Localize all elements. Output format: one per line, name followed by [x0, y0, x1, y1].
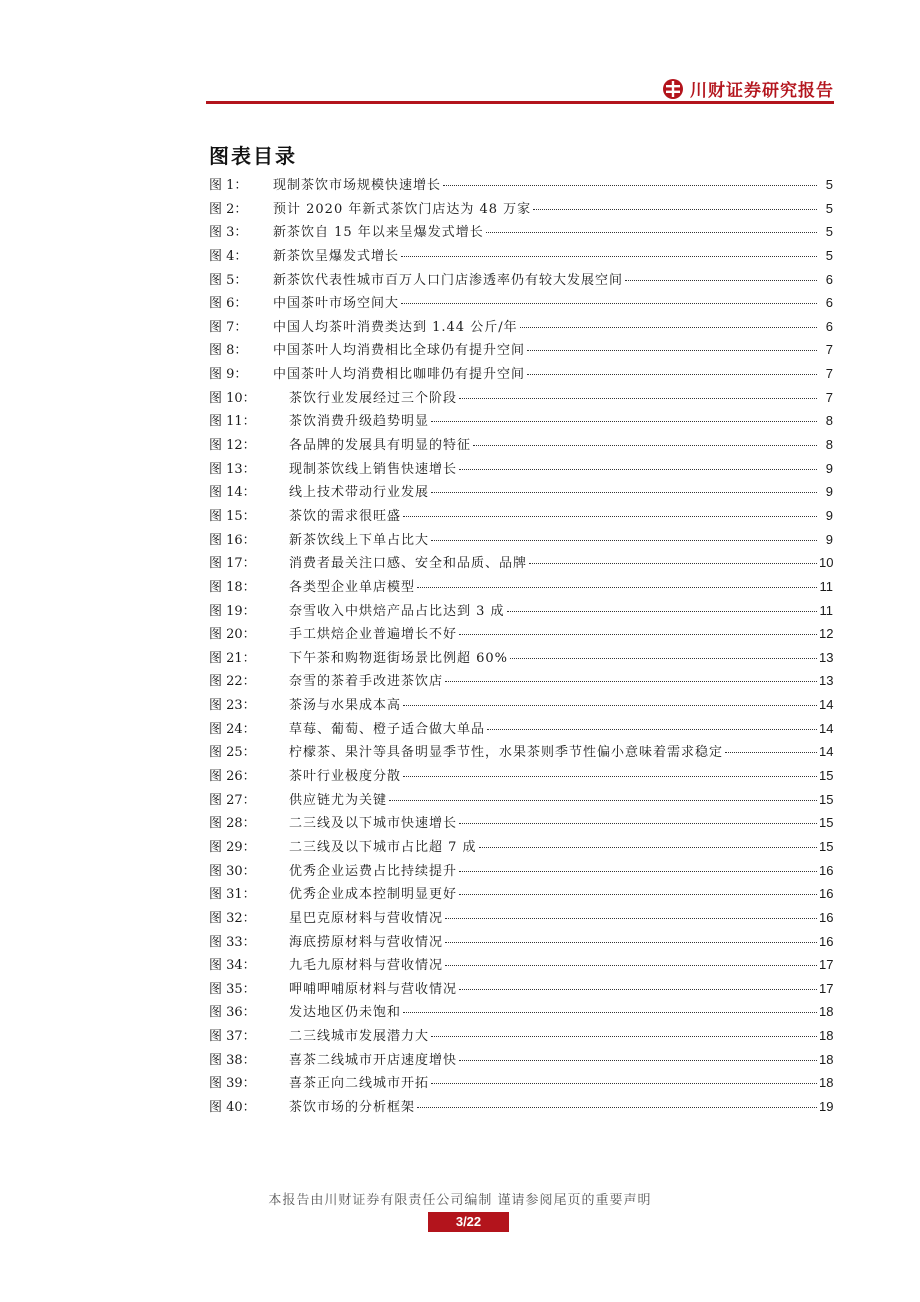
toc-page-number: 8 [825, 437, 833, 453]
toc-item[interactable] [209, 433, 833, 457]
toc-figure-title: 新茶饮线上下单占比大 [289, 532, 430, 548]
toc-title: 图表目录 [209, 144, 297, 168]
toc-figure-label: 图 15： [209, 508, 256, 524]
toc-figure-title: 中国茶叶人均消费相比咖啡仍有提升空间 [273, 367, 526, 383]
toc-figure-label: 图 1： [209, 178, 248, 193]
toc-figure-title: 新茶饮代表性城市百万人口门店渗透率仍有较大发展空间 [273, 272, 624, 288]
toc-figure-title: 二三线及以下城市快速增长 [289, 816, 458, 832]
footer-disclaimer: 本报告由川财证券有限责任公司编制 谨请参阅尾页的重要声明 [268, 1193, 652, 1208]
toc-figure-title: 奈雪的茶着手改进茶饮店 [289, 674, 444, 690]
toc-item[interactable] [209, 646, 833, 670]
toc-leader-dots [459, 988, 817, 990]
toc-figure-title: 奈雪收入中烘焙产品占比达到 3 成 [289, 603, 505, 619]
toc-leader-dots [486, 231, 817, 233]
toc-figure-label: 图 33： [209, 934, 256, 950]
toc-leader-dots [459, 870, 817, 872]
toc-figure-title: 预计 2020 年新式茶饮门店达为 48 万家 [273, 201, 532, 217]
toc-leader-dots [403, 704, 817, 706]
toc-figure-title: 新茶饮呈爆发式增长 [273, 248, 400, 264]
toc-leader-dots [459, 633, 817, 635]
toc-item[interactable] [209, 669, 833, 693]
toc-page-number: 18 [819, 1028, 834, 1044]
toc-page-number: 18 [819, 1075, 834, 1091]
toc-page-number: 6 [825, 318, 833, 334]
toc-item[interactable] [209, 835, 833, 859]
toc-leader-dots [510, 657, 817, 659]
toc-page-number: 9 [825, 484, 833, 500]
toc-item[interactable] [209, 882, 833, 906]
toc-page-number: 9 [825, 460, 833, 476]
toc-item[interactable] [209, 693, 833, 717]
toc-figure-label: 图 21： [209, 650, 256, 666]
toc-figure-label: 图 36： [209, 1005, 256, 1021]
toc-item[interactable] [209, 1048, 833, 1072]
toc-leader-dots [445, 917, 817, 919]
toc-item[interactable] [209, 622, 833, 646]
toc-figure-label: 图 23： [209, 698, 256, 714]
toc-page-number: 16 [819, 933, 834, 949]
toc-item[interactable] [209, 764, 833, 788]
toc-item[interactable] [209, 528, 833, 552]
toc-leader-dots [459, 822, 817, 824]
toc-figure-title: 现制茶饮市场规模快速增长 [273, 178, 442, 193]
toc-leader-dots [529, 562, 817, 564]
toc-figure-label: 图 34： [209, 958, 256, 974]
toc-figure-title: 优秀企业成本控制明显更好 [289, 887, 458, 903]
toc-figure-label: 图 6： [209, 296, 248, 312]
toc-leader-dots [527, 373, 817, 375]
toc-leader-dots [431, 420, 817, 422]
toc-figure-label: 图 25： [209, 745, 256, 761]
toc-item[interactable] [209, 575, 833, 599]
toc-page-number: 15 [819, 815, 834, 831]
toc-leader-dots [459, 893, 817, 895]
toc-figure-label: 图 16： [209, 532, 256, 548]
toc-figure-title: 中国人均茶叶消费类达到 1.44 公斤/年 [273, 319, 518, 335]
toc-leader-dots [403, 1011, 817, 1013]
toc-figure-title: 供应链尤为关键 [289, 792, 388, 808]
toc-item[interactable] [209, 480, 833, 504]
toc-figure-title: 下午茶和购物逛街场景比例超 60% [289, 650, 509, 666]
toc-page-number: 14 [819, 744, 834, 760]
toc-page-number: 17 [819, 980, 834, 996]
toc-figure-label: 图 28： [209, 816, 256, 832]
toc-page-number: 7 [825, 366, 833, 382]
toc-figure-title: 呷哺呷哺原材料与营收情况 [289, 981, 458, 997]
toc-leader-dots [403, 775, 817, 777]
page-number: 3/22 [428, 1212, 509, 1232]
toc-item[interactable] [209, 386, 833, 410]
toc-page-number: 9 [825, 531, 833, 547]
toc-figure-title: 二三线城市发展潜力大 [289, 1029, 430, 1045]
toc-figure-label: 图 22： [209, 674, 256, 690]
toc-leader-dots [401, 302, 817, 304]
toc-figure-title: 新茶饮自 15 年以来呈爆发式增长 [273, 225, 484, 241]
toc-figure-label: 图 19： [209, 603, 256, 619]
toc-item[interactable] [209, 173, 833, 197]
toc-page-number: 16 [819, 909, 834, 925]
toc-page-number: 5 [825, 177, 833, 192]
toc-figure-label: 图 7： [209, 319, 248, 335]
toc-figure-label: 图 2： [209, 201, 248, 217]
brand-logo-icon [662, 78, 684, 100]
toc-item[interactable] [209, 504, 833, 528]
toc-page-number: 5 [825, 224, 833, 240]
toc-figure-label: 图 11： [209, 414, 256, 430]
toc-figure-label: 图 37： [209, 1029, 256, 1045]
toc-leader-dots [431, 1035, 817, 1037]
toc-page-number: 7 [825, 342, 833, 358]
toc-item[interactable] [209, 930, 833, 954]
toc-figure-label: 图 3： [209, 225, 248, 241]
toc-item[interactable] [209, 788, 833, 812]
toc-figure-label: 图 30： [209, 863, 256, 879]
toc-item[interactable] [209, 717, 833, 741]
toc-leader-dots [431, 1082, 817, 1084]
toc-figure-title: 中国茶叶人均消费相比全球仍有提升空间 [273, 343, 526, 359]
toc-figure-title: 线上技术带动行业发展 [289, 485, 430, 501]
toc-figure-title: 手工烘焙企业普遍增长不好 [289, 627, 458, 643]
toc-figure-title: 柠檬茶、果汁等具备明显季节性，水果茶则季节性偏小意味着需求稳定 [289, 745, 724, 761]
toc-item[interactable] [209, 338, 833, 362]
toc-figure-label: 图 12： [209, 438, 256, 454]
toc-leader-dots [520, 326, 817, 328]
toc-figure-title: 茶饮的需求很旺盛 [289, 508, 402, 524]
toc-item[interactable] [209, 1000, 833, 1024]
toc-figure-title: 各品牌的发展具有明显的特征 [289, 438, 472, 454]
toc-leader-dots [507, 610, 817, 612]
brand [662, 76, 834, 101]
toc-page-number: 5 [825, 200, 833, 216]
toc-figure-title: 发达地区仍未饱和 [289, 1005, 402, 1021]
toc-leader-dots [389, 799, 817, 801]
toc-page-number: 11 [819, 602, 833, 618]
toc-figure-label: 图 13： [209, 461, 256, 477]
toc-page-number: 15 [819, 791, 834, 807]
toc-page-number: 10 [819, 555, 834, 571]
toc-figure-title: 消费者最关注口感、安全和品质、品牌 [289, 556, 528, 572]
toc-figure-title: 现制茶饮线上销售快速增长 [289, 461, 458, 477]
toc-figure-title: 中国茶叶市场空间大 [273, 296, 400, 312]
toc-item[interactable] [209, 977, 833, 1001]
toc-figure-title: 茶饮行业发展经过三个阶段 [289, 390, 458, 406]
toc-figure-label: 图 26： [209, 769, 256, 785]
toc-leader-dots [527, 349, 817, 351]
toc-figure-label: 图 20： [209, 627, 256, 643]
toc-leader-dots [473, 444, 817, 446]
toc-page-number: 18 [819, 1051, 834, 1067]
toc-figure-label: 图 39： [209, 1076, 256, 1092]
toc-figure-title: 九毛九原材料与营收情况 [289, 958, 444, 974]
toc-figure-title: 草莓、葡萄、橙子适合做大单品 [289, 721, 486, 737]
toc-figure-label: 图 10： [209, 390, 256, 406]
toc-figure-title: 茶饮市场的分析框架 [289, 1099, 416, 1115]
toc-item[interactable] [209, 244, 833, 268]
toc-page-number: 15 [819, 768, 834, 784]
toc-figure-title: 茶汤与水果成本高 [289, 698, 402, 714]
toc-item[interactable] [209, 740, 833, 764]
toc-page-number: 19 [819, 1098, 834, 1114]
toc-item[interactable] [209, 953, 833, 977]
toc-leader-dots [445, 941, 817, 943]
toc-page-number: 11 [819, 578, 833, 594]
toc-figure-title: 喜茶正向二线城市开拓 [289, 1076, 430, 1092]
toc-item[interactable] [209, 315, 833, 339]
toc-item[interactable] [209, 457, 833, 481]
toc-item[interactable] [209, 291, 833, 315]
toc-item[interactable] [209, 409, 833, 433]
toc-page-number: 5 [825, 247, 833, 263]
toc-figure-label: 图 40： [209, 1099, 256, 1115]
toc-figure-label: 图 24： [209, 721, 256, 737]
toc-page-number: 9 [825, 507, 833, 523]
toc-page-number: 13 [819, 673, 834, 689]
toc-leader-dots [459, 397, 817, 399]
toc-leader-dots [459, 1059, 817, 1061]
header-divider [206, 101, 834, 104]
toc-item[interactable] [209, 362, 833, 386]
toc-leader-dots [443, 184, 817, 186]
toc-figure-label: 图 27： [209, 792, 256, 808]
toc-leader-dots [625, 279, 817, 281]
toc-page-number: 17 [819, 957, 834, 973]
toc-leader-dots [487, 728, 817, 730]
toc-figure-label: 图 4： [209, 248, 248, 264]
toc-leader-dots [479, 846, 817, 848]
toc-page-number: 7 [825, 389, 833, 405]
toc-leader-dots [403, 515, 817, 517]
brand-name: 川财证券研究报告 [690, 81, 834, 101]
toc-page-number: 8 [825, 413, 833, 429]
toc-page-number: 16 [819, 862, 834, 878]
toc-item[interactable] [209, 1071, 833, 1095]
toc-figure-title: 茶叶行业极度分散 [289, 769, 402, 785]
toc-figure-label: 图 5： [209, 272, 248, 288]
toc-figure-label: 图 35： [209, 981, 256, 997]
toc-item[interactable] [209, 906, 833, 930]
toc-item[interactable] [209, 1024, 833, 1048]
toc-figure-label: 图 32： [209, 910, 256, 926]
toc-leader-dots [431, 491, 817, 493]
toc-figure-title: 二三线及以下城市占比超 7 成 [289, 839, 477, 855]
toc-figure-label: 图 17： [209, 556, 256, 572]
toc-page-number: 6 [825, 295, 833, 311]
toc-page-number: 16 [819, 886, 834, 902]
toc-figure-label: 图 29： [209, 839, 256, 855]
toc-page-number: 13 [819, 649, 834, 665]
toc-item[interactable] [209, 599, 833, 623]
toc-item[interactable] [209, 859, 833, 883]
toc-figure-title: 各类型企业单店模型 [289, 579, 416, 595]
toc-figure-label: 图 38： [209, 1052, 256, 1068]
toc-page-number: 12 [819, 626, 834, 642]
toc-figure-label: 图 9： [209, 367, 248, 383]
page-header [206, 70, 834, 104]
toc-item[interactable] [209, 197, 833, 221]
toc-figure-title: 优秀企业运费占比持续提升 [289, 863, 458, 879]
toc-figure-label: 图 14： [209, 485, 256, 501]
toc-page-number: 18 [819, 1004, 834, 1020]
toc-leader-dots [445, 964, 817, 966]
toc-figure-label: 图 8： [209, 343, 248, 359]
toc-list [209, 173, 833, 1119]
toc-leader-dots [417, 1106, 817, 1108]
toc-leader-dots [445, 680, 817, 682]
toc-item[interactable] [209, 811, 833, 835]
toc-leader-dots [431, 539, 817, 541]
toc-figure-title: 星巴克原材料与营收情况 [289, 910, 444, 926]
toc-item[interactable] [209, 551, 833, 575]
toc-figure-title: 海底捞原材料与营收情况 [289, 934, 444, 950]
toc-figure-title: 喜茶二线城市开店速度增快 [289, 1052, 458, 1068]
toc-figure-title: 茶饮消费升级趋势明显 [289, 414, 430, 430]
toc-page-number: 15 [819, 838, 834, 854]
toc-figure-label: 图 31： [209, 887, 256, 903]
toc-leader-dots [401, 255, 817, 257]
toc-leader-dots [459, 468, 817, 470]
toc-figure-label: 图 18： [209, 579, 256, 595]
toc-page-number: 14 [819, 697, 834, 713]
toc-page-number: 14 [819, 720, 834, 736]
toc-item[interactable] [209, 1095, 833, 1119]
toc-leader-dots [533, 208, 817, 210]
toc-page-number: 6 [825, 271, 833, 287]
toc-item[interactable] [209, 268, 833, 292]
toc-item[interactable] [209, 220, 833, 244]
toc-leader-dots [417, 586, 817, 588]
toc-leader-dots [725, 751, 817, 753]
